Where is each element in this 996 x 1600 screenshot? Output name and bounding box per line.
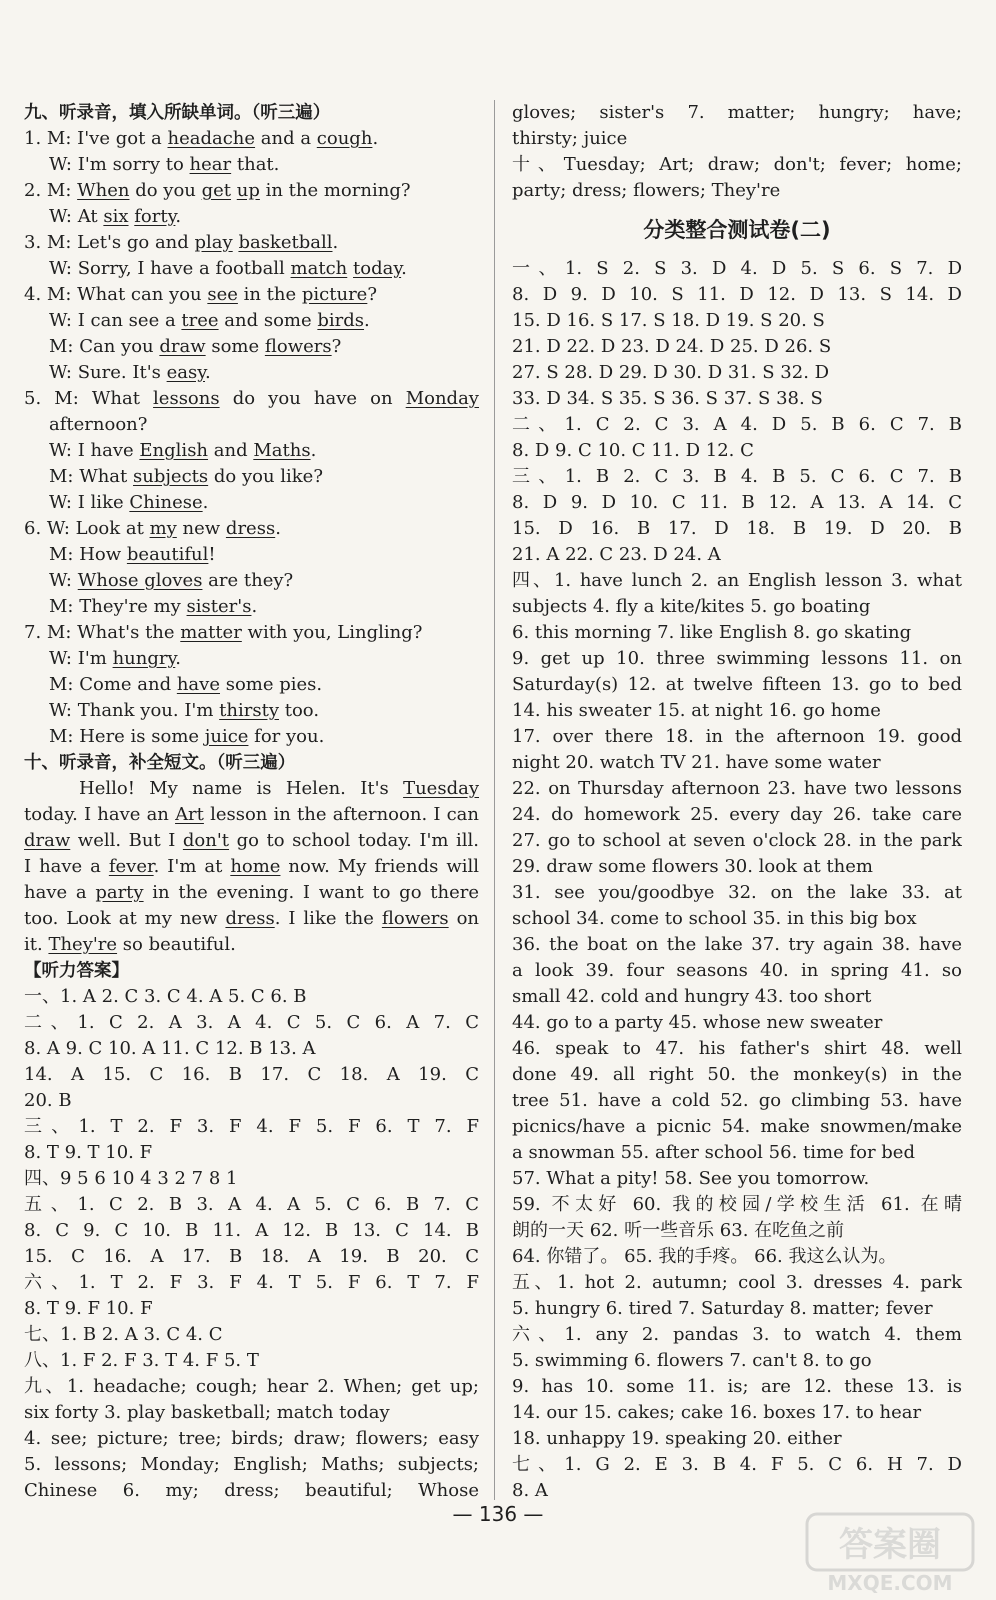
text-run: W: I have (49, 440, 140, 461)
text-line: gloves; sister's 7. matter; hungry; have; (512, 102, 962, 123)
answer-word: subjects (133, 466, 209, 487)
text-line: 15. D 16. B 17. D 18. B 19. D 20. B (512, 518, 962, 539)
text-run: . (175, 648, 181, 669)
text-line: 64. 你错了。 65. 我的手疼。 66. 我这么认为。 (512, 1246, 897, 1267)
text-run: for you. (248, 726, 325, 747)
text-run: M: What (49, 466, 133, 487)
text-line: tree 51. have a cold 52. go climbing 53. have (512, 1090, 962, 1111)
text-line: 57. What a pity! 58. See you tomorrow. (512, 1168, 870, 1189)
right-column-answers-top (512, 100, 962, 204)
answer-word: match (290, 258, 348, 279)
answer-word: forty (134, 206, 176, 227)
text-line: 十、Tuesday; Art; draw; don't; fever; home; (512, 154, 962, 175)
text-run: are they? (202, 570, 294, 591)
right-column (512, 100, 962, 1504)
text-run: . (205, 362, 211, 383)
text-line: 三、1. B 2. C 3. B 4. B 5. C 6. C 7. B (512, 466, 962, 487)
text-line (24, 386, 479, 412)
text-line: 21. A 22. C 23. D 24. A (512, 544, 721, 565)
text-line: 15. C 16. A 17. B 18. A 19. B 20. C (24, 1246, 479, 1267)
answer-word: When (77, 180, 130, 201)
text-line: 14. A 15. C 16. B 17. C 18. A 19. C (24, 1064, 479, 1085)
text-line: 九、1. headache; cough; hear 2. When; get up; (24, 1376, 479, 1397)
watermark-logo (805, 1512, 975, 1594)
answer-word: dress (225, 518, 276, 539)
text-run: Hello! My name is Helen. It's (79, 778, 404, 799)
answer-word: draw (24, 830, 71, 851)
text-run: with you, Lingling? (241, 622, 423, 643)
text-run: lesson in the afternoon. I can (203, 804, 479, 825)
text-run: ? (367, 284, 377, 305)
text-line (24, 152, 479, 178)
text-run: 5. M: What (24, 388, 154, 409)
answer-word: get (201, 180, 232, 201)
text-run: now. My friends will (280, 856, 479, 877)
text-run: W: I'm (49, 648, 113, 669)
section-heading: 九、听录音，填入所缺单词。（听三遍） (24, 103, 331, 123)
text-line: 4. see; picture; tree; birds; draw; flowers; easy (24, 1428, 479, 1449)
text-line (24, 828, 479, 854)
text-line: 27. S 28. D 29. D 30. D 31. S 32. D (512, 362, 830, 383)
text-line (24, 516, 479, 542)
text-run: W: I'm sorry to (49, 154, 190, 175)
answer-word: Monday (405, 388, 479, 409)
text-run: . (310, 440, 317, 461)
answer-word: hungry (112, 648, 176, 669)
answer-word: fever (108, 856, 154, 877)
text-line (24, 412, 479, 438)
text-line: six forty 3. play basketball; match today (24, 1402, 390, 1423)
text-line (24, 724, 479, 750)
answer-word: up (236, 180, 260, 201)
text-line (24, 256, 479, 282)
text-line: 七、1. B 2. A 3. C 4. C (24, 1324, 223, 1345)
text-run: 7. M: What's the (24, 622, 181, 643)
answer-word: easy (166, 362, 206, 383)
text-line: 八、1. F 2. F 3. T 4. F 5. T (24, 1350, 259, 1371)
text-line (24, 178, 479, 204)
text-line: 8. C 9. C 10. B 11. A 12. B 13. C 14. B (24, 1220, 479, 1241)
text-line: 31. see you/goodbye 32. on the lake 33. at (512, 882, 962, 903)
text-line: 46. speak to 47. his father's shirt 48. well (512, 1038, 962, 1059)
text-line: 五、1. hot 2. autumn; cool 3. dresses 4. park (512, 1272, 962, 1293)
text-run: 3. M: Let's go and (24, 232, 195, 253)
text-line: done 49. all right 50. the monkey(s) in the (512, 1064, 962, 1085)
text-line (24, 698, 479, 724)
text-run: so beautiful. (117, 934, 236, 955)
answer-word: tree (181, 310, 219, 331)
text-line: party; dress; flowers; They're (512, 180, 781, 201)
text-run: . (364, 310, 370, 331)
answer-word: six (103, 206, 129, 227)
text-run: W: At (49, 206, 104, 227)
text-run: some (205, 336, 265, 357)
text-run: ! (208, 544, 216, 565)
answer-word: have (176, 674, 220, 695)
text-line: 六、1. T 2. F 3. F 4. T 5. F 6. T 7. F (24, 1272, 479, 1293)
text-line: 一、1. S 2. S 3. D 4. D 5. S 6. S 7. D (512, 258, 962, 279)
text-line: 七、1. G 2. E 3. B 4. F 5. C 6. H 7. D (512, 1454, 962, 1475)
text-run: do you like? (208, 466, 323, 487)
text-run: . (251, 596, 258, 617)
answer-word: juice (204, 726, 249, 747)
text-run: in the morning? (259, 180, 411, 201)
text-line: a snowman 55. after school 56. time for bed (512, 1142, 915, 1163)
answer-word: don't (182, 830, 230, 851)
text-run: . (401, 258, 407, 279)
column-divider (494, 100, 495, 1500)
text-line: 5. lessons; Monday; English; Maths; subjects; (24, 1454, 479, 1475)
text-line (24, 230, 479, 256)
answer-word: picture (301, 284, 368, 305)
text-run: W: Thank you. I'm (49, 700, 220, 721)
text-line (24, 282, 479, 308)
svg-text:答案圈: 答案圈 (839, 1525, 941, 1565)
text-run: afternoon? (49, 414, 148, 435)
text-run: too. (279, 700, 320, 721)
answer-word: Art (175, 804, 204, 825)
answer-word: draw (159, 336, 206, 357)
text-line: 四、1. have lunch 2. an English lesson 3. what (512, 570, 962, 591)
text-run: 2. M: (24, 180, 78, 201)
left-column (24, 100, 479, 1504)
answer-word: cough (316, 128, 373, 149)
text-line (24, 334, 479, 360)
text-line: 14. our 15. cakes; cake 16. boxes 17. to hear (512, 1402, 922, 1423)
text-line: 33. D 34. S 35. S 36. S 37. S 38. S (512, 388, 823, 409)
answer-word: birds (317, 310, 365, 331)
answer-word: my (149, 518, 177, 539)
text-line: 24. do homework 25. every day 26. take care (512, 804, 962, 825)
text-run: W: (49, 570, 78, 591)
text-run: new (176, 518, 226, 539)
text-run: some pies. (220, 674, 323, 695)
text-line: 29. draw some flowers 30. look at them (512, 856, 873, 877)
text-line (24, 880, 479, 906)
text-run: W: Sure. It's (49, 362, 167, 383)
text-line: 5. hungry 6. tired 7. Saturday 8. matter; fever (512, 1298, 933, 1319)
answer-word: matter (180, 622, 242, 643)
text-run: 1. M: I've got a (24, 128, 168, 149)
answer-word: thirsty (219, 700, 279, 721)
answer-word: headache (167, 128, 256, 149)
answer-word: Tuesday (403, 778, 479, 799)
text-run: and a (255, 128, 317, 149)
text-run: . (202, 492, 209, 513)
text-line (24, 802, 479, 828)
answer-word: play (194, 232, 233, 253)
text-run: in the (237, 284, 302, 305)
text-line: 四、9 5 6 10 4 3 2 7 8 1 (24, 1168, 238, 1189)
text-line: 8. D 9. C 10. C 11. D 12. C (512, 440, 754, 461)
answer-word: basketball (238, 232, 333, 253)
text-run: 4. M: What can you (24, 284, 208, 305)
text-line (24, 672, 479, 698)
text-line: 5. swimming 6. flowers 7. can't 8. to go (512, 1350, 872, 1371)
text-line (24, 568, 479, 594)
text-run: M: Come and (49, 674, 177, 695)
answer-word: flowers (381, 908, 449, 929)
text-line: 8. D 9. D 10. C 11. B 12. A 13. A 14. C (512, 492, 962, 513)
text-line: 59. 不太好 60. 我的校园/学校生活 61. 在晴 (512, 1194, 962, 1215)
text-line: thirsty; juice (512, 128, 628, 149)
text-line: 六、1. any 2. pandas 3. to watch 4. them (512, 1324, 962, 1345)
text-run: M: How (49, 544, 127, 565)
text-line: night 20. watch TV 21. have some water (512, 752, 881, 773)
text-run: do you (129, 180, 202, 201)
text-run: M: They're my (49, 596, 187, 617)
answer-word: dress (225, 908, 275, 929)
text-line: 15. D 16. S 17. S 18. D 19. S 20. S (512, 310, 825, 331)
text-run: 6. W: Look at (24, 518, 150, 539)
answer-word: hear (189, 154, 232, 175)
answer-word: beautiful (126, 544, 209, 565)
text-line: 6. this morning 7. like English 8. go skating (512, 622, 912, 643)
text-line: a look 39. four seasons 40. in spring 41. so (512, 960, 962, 981)
svg-text:MXQE.COM: MXQE.COM (827, 1571, 953, 1594)
text-run: . I'm at (153, 856, 231, 877)
text-line (24, 308, 479, 334)
text-run: today. I have an (24, 804, 176, 825)
text-line: 14. his sweater 15. at night 16. go home (512, 700, 881, 721)
text-line: 9. get up 10. three swimming lessons 11. on (512, 648, 962, 669)
text-line (24, 464, 479, 490)
text-line (24, 594, 479, 620)
text-run: W: I like (49, 492, 130, 513)
text-line (24, 438, 479, 464)
text-line: 36. the boat on the lake 37. try again 38. have (512, 934, 962, 955)
text-run: W: Sorry, I have a football (49, 258, 291, 279)
text-run: M: Can you (49, 336, 160, 357)
text-line: 五、1. C 2. B 3. A 4. A 5. C 6. B 7. C (24, 1194, 479, 1215)
text-line: 20. B (24, 1090, 72, 1111)
text-line (24, 646, 479, 672)
text-run: W: I can see a (49, 310, 182, 331)
text-line: 9. has 10. some 11. is; are 12. these 13. is (512, 1376, 962, 1397)
text-line: picnics/have a picnic 54. make snowmen/make (512, 1116, 962, 1137)
answer-word: Chinese (129, 492, 203, 513)
text-run: . I like the (274, 908, 382, 929)
text-line: Chinese 6. my; dress; beautiful; Whose (24, 1480, 479, 1501)
text-run: in the evening. I want to go there (143, 882, 479, 903)
text-run: ? (331, 336, 342, 357)
text-run: it. (24, 934, 49, 955)
text-line: 22. on Thursday afternoon 23. have two lessons (512, 778, 962, 799)
text-line: 8. T 9. F 10. F (24, 1298, 153, 1319)
answer-word: flowers (264, 336, 332, 357)
text-run: and (208, 440, 254, 461)
text-line (24, 204, 479, 230)
text-line (24, 854, 479, 880)
answer-word: Maths (253, 440, 311, 461)
section-heading: 【听力答案】 (24, 961, 129, 981)
text-line: 8. A 9. C 10. A 11. C 12. B 13. A (24, 1038, 316, 1059)
text-run: well. But I (70, 830, 183, 851)
text-line: 21. D 22. D 23. D 24. D 25. D 26. S (512, 336, 832, 357)
answer-word: Whose gloves (77, 570, 203, 591)
text-run: too. Look at my new (24, 908, 226, 929)
right-column-answers-bottom (512, 256, 962, 1504)
text-line: 二、1. C 2. C 3. A 4. D 5. B 6. C 7. B (512, 414, 962, 435)
answer-word: They're (48, 934, 118, 955)
text-line: 44. go to a party 45. whose new sweater (512, 1012, 883, 1033)
text-line (24, 126, 479, 152)
text-run: . (372, 128, 379, 149)
text-run: have a (24, 882, 96, 903)
text-run: I have a (24, 856, 109, 877)
text-run: . (175, 206, 182, 227)
text-line: 二、1. C 2. A 3. A 4. C 5. C 6. A 7. C (24, 1012, 479, 1033)
text-line (24, 620, 479, 646)
text-line (24, 360, 479, 386)
section-heading: 十、听录音，补全短文。（听三遍） (24, 753, 296, 773)
text-line: 8. T 9. T 10. F (24, 1142, 153, 1163)
text-line: 8. D 9. D 10. S 11. D 12. D 13. S 14. D (512, 284, 962, 305)
text-run: that. (231, 154, 280, 175)
answer-word: home (230, 856, 281, 877)
text-line: 三、1. T 2. F 3. F 4. F 5. F 6. T 7. F (24, 1116, 479, 1137)
answer-word: sister's (186, 596, 252, 617)
text-line: small 42. cold and hungry 43. too short (512, 986, 872, 1007)
answer-word: see (207, 284, 238, 305)
text-line: subjects 4. fly a kite/kites 5. go boating (512, 596, 871, 617)
text-line: 朗的一天 62. 听一些音乐 63. 在吃鱼之前 (512, 1220, 845, 1241)
text-line: Saturday(s) 12. at twelve fifteen 13. go to bed (512, 674, 962, 695)
text-run: and some (218, 310, 318, 331)
text-line (24, 542, 479, 568)
text-line: 27. go to school at seven o'clock 28. in the park (512, 830, 962, 851)
text-run: go to school today. I'm ill. (229, 830, 479, 851)
text-line (24, 490, 479, 516)
answer-word: today (353, 258, 402, 279)
text-run: . (275, 518, 281, 539)
text-run: do you have on (219, 388, 406, 409)
answer-word: lessons (153, 388, 220, 409)
text-line (24, 906, 479, 932)
text-line: 18. unhappy 19. speaking 20. either (512, 1428, 842, 1449)
text-line: 17. over there 18. in the afternoon 19. good (512, 726, 962, 747)
text-line (24, 932, 479, 958)
text-run: M: Here is some (49, 726, 205, 747)
text-line (24, 776, 479, 802)
test-title: 分类整合测试卷(二) (643, 218, 831, 242)
text-line: 8. A (512, 1480, 548, 1501)
text-line: school 34. come to school 35. in this big box (512, 908, 917, 929)
text-run: on (448, 908, 479, 929)
text-run: . (332, 232, 339, 253)
answer-word: party (95, 882, 144, 903)
page-number: — 136 — (452, 1502, 544, 1526)
text-line: 一、1. A 2. C 3. C 4. A 5. C 6. B (24, 986, 307, 1007)
answer-word: English (139, 440, 209, 461)
